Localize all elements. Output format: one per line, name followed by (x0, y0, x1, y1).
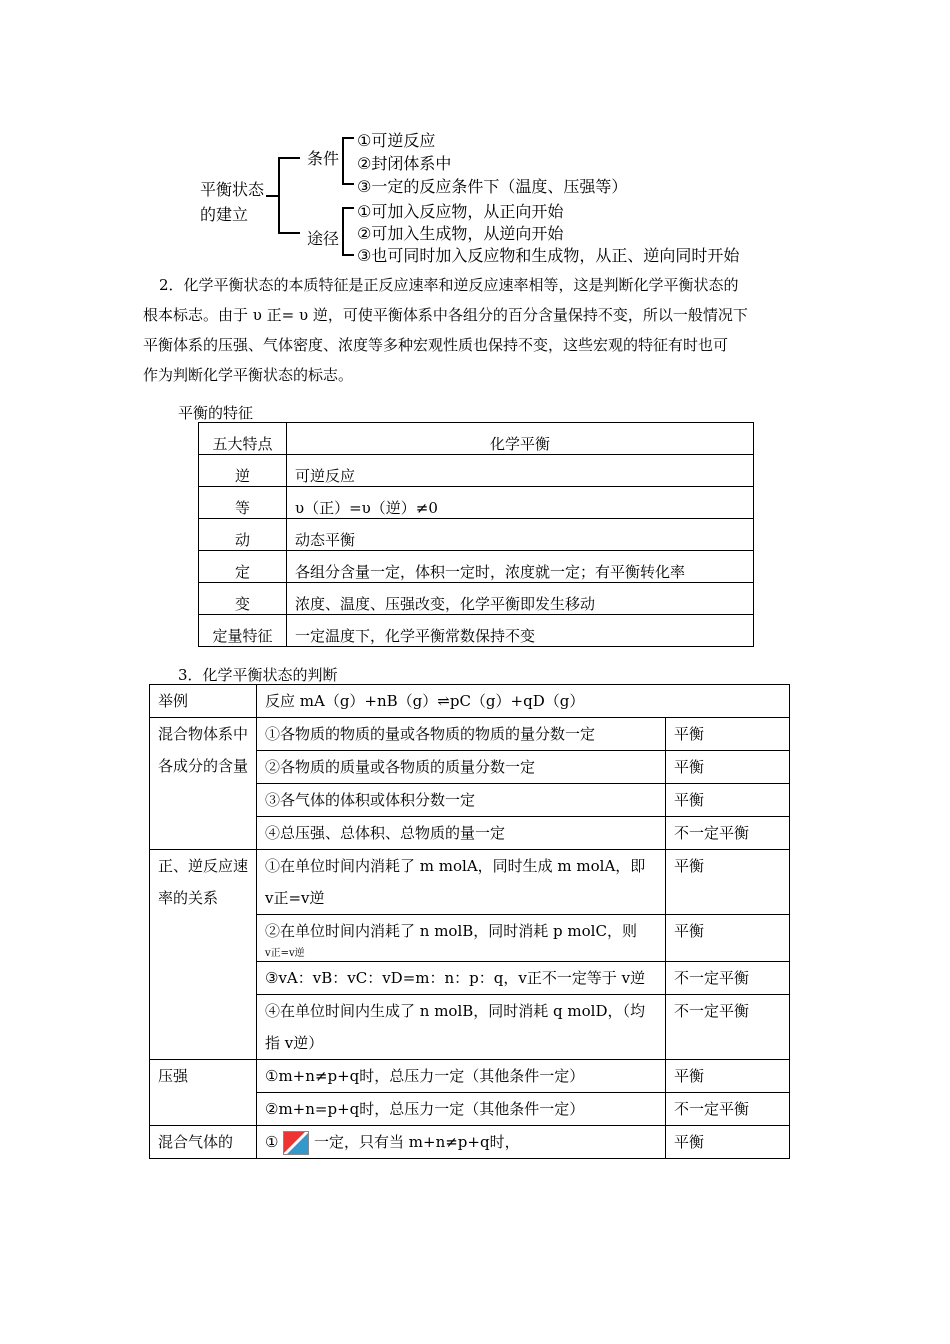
features-table (198, 422, 754, 647)
feature-desc: υ（正）=υ（逆）≠0 (287, 487, 754, 519)
table-row (199, 583, 754, 615)
paragraph-line-2: 根本标志。由于 υ 正= υ 逆，可使平衡体系中各组分的百分含量保持不变，所以一般情况下 (143, 306, 748, 324)
result-cell: 平衡 (666, 784, 790, 817)
feature-desc: 可逆反应 (287, 455, 754, 487)
table-row (150, 850, 790, 915)
feature-desc: 动态平衡 (287, 519, 754, 551)
result-cell: 不一定平衡 (666, 817, 790, 850)
table-header-row (199, 423, 754, 455)
condition-cell (257, 915, 666, 962)
judge-caption: 3．化学平衡状态的判断 (178, 666, 338, 684)
condition-cell: ③vA：vB：vC：vD=m：n：p：q，v正不一定等于 v逆 (257, 962, 666, 995)
result-cell: 平衡 (666, 751, 790, 784)
result-cell: 不一定平衡 (666, 1093, 790, 1126)
result-cell: 平衡 (666, 850, 790, 915)
group-label-pressure: 压强 (150, 1060, 257, 1126)
result-cell: 平衡 (666, 1060, 790, 1093)
feature-key: 定量特征 (199, 615, 287, 647)
result-cell: 不一定平衡 (666, 995, 790, 1060)
diagram-root-line1: 平衡状态 (200, 180, 265, 199)
feature-key: 定 (199, 551, 287, 583)
path-item-2: ②可加入生成物，从逆向开始 (357, 224, 564, 243)
feature-desc: 浓度、温度、压强改变，化学平衡即发生移动 (287, 583, 754, 615)
path-item-1: ①可加入反应物，从正向开始 (357, 202, 564, 221)
diagram-root-line2: 的建立 (200, 205, 249, 224)
table-row (199, 551, 754, 583)
result-cell: 不一定平衡 (666, 962, 790, 995)
header-cell: 举例 (150, 685, 257, 718)
table-row (199, 519, 754, 551)
result-cell: 平衡 (666, 1126, 790, 1159)
condition-cell: ④总压强、总体积、总物质的量一定 (257, 817, 666, 850)
broken-image-icon (283, 1131, 309, 1155)
feature-desc: 一定温度下，化学平衡常数保持不变 (287, 615, 754, 647)
table-row (150, 1126, 790, 1159)
condition-cell (257, 1126, 666, 1159)
condition-cell: ②m+n=p+q时，总压力一定（其他条件一定） (257, 1093, 666, 1126)
result-cell: 平衡 (666, 718, 790, 751)
feature-key: 变 (199, 583, 287, 615)
feature-desc: 各组分含量一定，体积一定时，浓度就一定；有平衡转化率 (287, 551, 754, 583)
condition-item-1: ①可逆反应 (357, 131, 436, 150)
condition-text: ②在单位时间内消耗了 n molB，同时消耗 p molC，则 (265, 922, 637, 940)
condition-cell: ②各物质的质量或各物质的质量分数一定 (257, 751, 666, 784)
feature-key: 等 (199, 487, 287, 519)
condition-subnote: v正=v逆 (265, 948, 305, 959)
path-label: 途径 (307, 229, 340, 248)
table-header-row (150, 685, 790, 718)
features-caption: 平衡的特征 (178, 404, 254, 422)
header-cell: 五大特点 (199, 423, 287, 455)
condition-cell: ④在单位时间内生成了 n molB，同时消耗 q molD，（均指 v逆） (257, 995, 666, 1060)
condition-prefix: ① (265, 1133, 279, 1151)
result-cell: 平衡 (666, 915, 790, 962)
group-label-content: 混合物体系中各成分的含量 (150, 718, 257, 850)
condition-item-3: ③一定的反应条件下（温度、压强等） (357, 177, 628, 196)
condition-label: 条件 (307, 149, 340, 168)
group-label-rate: 正、逆反应速率的关系 (150, 850, 257, 1060)
group-label-gas: 混合气体的 (150, 1126, 257, 1159)
path-item-3: ③也可同时加入反应物和生成物，从正、逆向同时开始 (357, 246, 740, 265)
table-row (199, 487, 754, 519)
reaction-equation: 反应 mA（g）+nB（g）⇌pC（g）+qD（g） (257, 685, 790, 718)
equilibrium-paragraph (143, 270, 808, 390)
table-row (150, 1060, 790, 1093)
condition-cell: ①各物质的物质的量或各物质的物质的量分数一定 (257, 718, 666, 751)
condition-cell: ①m+n≠p+q时，总压力一定（其他条件一定） (257, 1060, 666, 1093)
feature-key: 逆 (199, 455, 287, 487)
judge-table (149, 684, 790, 1159)
table-row (199, 455, 754, 487)
condition-cell: ①在单位时间内消耗了 m molA，同时生成 m molA，即 v正=v逆 (257, 850, 666, 915)
condition-item-2: ②封闭体系中 (357, 154, 452, 173)
condition-cell: ③各气体的体积或体积分数一定 (257, 784, 666, 817)
condition-text: 一定，只有当 m+n≠p+q时， (314, 1133, 520, 1151)
paragraph-line-1: 2．化学平衡状态的本质特征是正反应速率和逆反应速率相等，这是判断化学平衡状态的 (159, 276, 739, 294)
paragraph-line-4: 作为判断化学平衡状态的标志。 (143, 366, 354, 384)
feature-key: 动 (199, 519, 287, 551)
table-row (199, 615, 754, 647)
header-cell: 化学平衡 (287, 423, 754, 455)
paragraph-line-3: 平衡体系的压强、气体密度、浓度等多种宏观性质也保持不变，这些宏观的特征有时也可 (143, 336, 729, 354)
table-row (150, 718, 790, 751)
